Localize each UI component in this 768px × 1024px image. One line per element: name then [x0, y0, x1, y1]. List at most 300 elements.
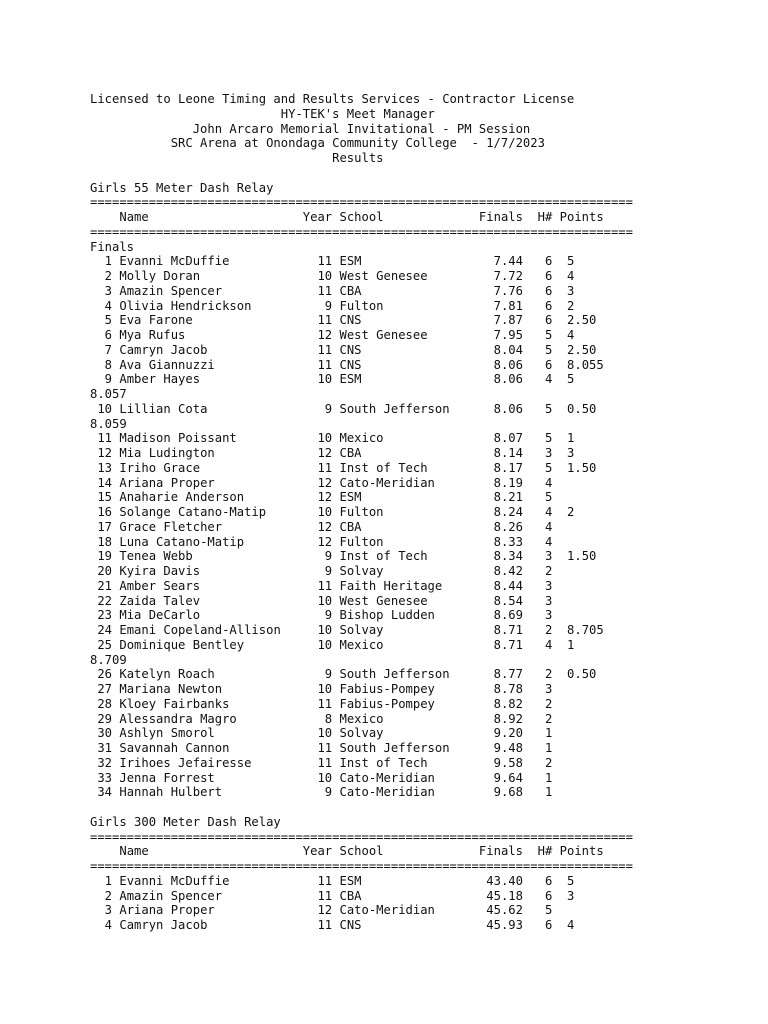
heat-number: 3	[544, 608, 553, 623]
col-points-header: Points	[559, 844, 604, 859]
col-name-header: Name	[119, 210, 303, 224]
spacer	[464, 623, 471, 637]
spacer	[332, 328, 339, 342]
school-name: Cato-Meridian	[339, 785, 465, 800]
school-name: CBA	[339, 888, 465, 903]
athlete-name: Alessandra Magro	[119, 711, 303, 726]
spacer	[523, 402, 545, 416]
school-name: Fulton	[339, 298, 465, 313]
spacer	[552, 284, 567, 298]
finals-time: 8.21	[471, 490, 523, 505]
spacer	[332, 756, 339, 770]
athlete-year: 9	[302, 785, 333, 800]
place: 11	[90, 431, 113, 446]
finals-time: 9.58	[471, 755, 523, 770]
athlete-name: Irihoes Jefairesse	[119, 755, 303, 770]
athlete-name: Katelyn Roach	[119, 667, 303, 682]
athlete-year: 10	[302, 269, 333, 283]
place: 20	[90, 564, 113, 578]
spacer	[523, 638, 545, 652]
school-name: CNS	[339, 918, 465, 932]
section-label: Finals	[90, 239, 135, 254]
spacer	[464, 785, 471, 799]
spacer	[332, 712, 339, 726]
school-name: West Genesee	[339, 269, 465, 283]
spacer	[332, 402, 339, 416]
athlete-year: 11	[302, 357, 333, 372]
spacer	[523, 446, 545, 460]
place: 25	[90, 637, 113, 652]
spacer	[523, 269, 545, 283]
athlete-year: 11	[302, 918, 333, 932]
spacer	[464, 461, 471, 475]
finals-time: 8.14	[471, 446, 523, 460]
result-row	[90, 254, 633, 269]
finals-time: 43.40	[471, 873, 523, 888]
spacer	[332, 771, 339, 785]
athlete-year: 10	[302, 770, 333, 785]
spacer	[332, 785, 339, 799]
spacer	[332, 594, 339, 608]
finals-time: 9.20	[471, 726, 523, 741]
athlete-name: Kyira Davis	[119, 564, 303, 578]
athlete-name: Olivia Hendrickson	[119, 298, 303, 313]
spacer	[464, 549, 471, 563]
result-row	[90, 726, 633, 741]
spacer	[523, 903, 545, 917]
tiebreak-time: 8.059	[90, 416, 127, 431]
heat-number: 2	[544, 755, 553, 770]
athlete-name: Eva Farone	[119, 313, 303, 328]
school-name: Solvay	[339, 623, 465, 637]
school-name: Solvay	[339, 726, 465, 741]
points: 5	[567, 254, 575, 269]
spacer	[332, 667, 339, 681]
finals-time: 8.33	[471, 534, 523, 549]
result-row	[90, 756, 633, 771]
result-row	[90, 476, 633, 491]
meet-title: John Arcaro Memorial Invitational - PM Session	[90, 121, 531, 136]
heat-number: 3	[544, 593, 553, 608]
spacer	[464, 372, 471, 386]
spacer	[332, 343, 339, 357]
spacer	[552, 446, 567, 460]
place: 24	[90, 623, 113, 637]
athlete-year: 9	[302, 667, 333, 682]
spacer	[332, 903, 339, 917]
place: 1	[90, 873, 113, 888]
heat-number: 5	[544, 460, 553, 475]
school-name: Fabius-Pompey	[339, 682, 465, 696]
heat-number: 6	[544, 873, 553, 888]
school-name: West Genesee	[339, 328, 465, 342]
athlete-year: 8	[302, 711, 333, 726]
spacer	[332, 358, 339, 372]
school-name: Bishop Ludden	[339, 608, 465, 623]
athlete-year: 11	[302, 888, 333, 903]
result-row	[90, 372, 633, 387]
finals-time: 8.54	[471, 593, 523, 608]
spacer	[332, 461, 339, 475]
spacer	[464, 903, 471, 917]
spacer	[552, 844, 559, 858]
place: 12	[90, 446, 113, 460]
spacer	[332, 741, 339, 755]
spacer	[523, 328, 545, 342]
spacer	[332, 608, 339, 622]
school-name: Fulton	[339, 505, 465, 519]
spacer	[552, 313, 567, 327]
spacer	[464, 741, 471, 755]
athlete-year: 11	[302, 741, 333, 755]
athlete-year: 11	[302, 313, 333, 328]
result-row	[90, 771, 633, 786]
spacer	[332, 549, 339, 563]
spacer	[523, 682, 545, 696]
heat-number: 4	[544, 519, 553, 534]
place: 28	[90, 696, 113, 711]
finals-time: 9.48	[471, 741, 523, 755]
spacer	[332, 697, 339, 711]
athlete-name: Ashlyn Smorol	[119, 726, 303, 741]
finals-time: 7.76	[471, 283, 523, 298]
athlete-name: Evanni McDuffie	[119, 873, 303, 888]
place: 5	[90, 313, 113, 328]
points: 4	[567, 328, 575, 342]
finals-time: 8.24	[471, 505, 523, 519]
athlete-name: Madison Poissant	[119, 431, 303, 446]
spacer	[332, 535, 339, 549]
separator-rule: ==========================================================================	[90, 829, 633, 844]
school-name: Mexico	[339, 431, 465, 446]
finals-time: 8.69	[471, 608, 523, 623]
result-row	[90, 579, 633, 594]
heat-number: 1	[544, 741, 553, 755]
points: 4	[567, 269, 575, 283]
place: 7	[90, 342, 113, 357]
finals-time: 9.64	[471, 770, 523, 785]
school-name: ESM	[339, 490, 465, 505]
software-line: HY-TEK's Meet Manager	[90, 106, 435, 121]
school-name: Mexico	[339, 711, 465, 726]
athlete-year: 11	[302, 696, 333, 711]
result-row	[90, 697, 633, 712]
spacer	[552, 402, 567, 416]
result-row	[90, 461, 633, 476]
spacer	[464, 520, 471, 534]
results-sheet	[90, 92, 633, 948]
spacer	[464, 844, 471, 858]
heat-number: 5	[544, 328, 553, 342]
heat-number: 4	[544, 372, 553, 387]
heat-number: 2	[544, 667, 553, 682]
spacer	[523, 343, 545, 357]
athlete-name: Mia DeCarlo	[119, 608, 303, 623]
blank-line	[90, 800, 633, 815]
athlete-year: 12	[302, 446, 333, 460]
spacer	[523, 608, 545, 622]
spacer	[464, 490, 471, 504]
spacer	[552, 328, 567, 342]
points: 3	[567, 888, 575, 903]
athlete-name: Kloey Fairbanks	[119, 696, 303, 711]
place: 23	[90, 608, 113, 623]
spacer	[332, 726, 339, 740]
place: 4	[90, 298, 113, 313]
spacer	[552, 372, 567, 386]
finals-time: 8.26	[471, 519, 523, 534]
spacer	[523, 549, 545, 563]
spacer	[464, 771, 471, 785]
finals-time: 8.42	[471, 564, 523, 578]
athlete-name: Jenna Forrest	[119, 770, 303, 785]
spacer	[523, 741, 545, 755]
spacer	[332, 313, 339, 327]
school-name: CBA	[339, 446, 465, 460]
athlete-name: Iriho Grace	[119, 460, 303, 475]
spacer	[464, 431, 471, 445]
heat-number: 6	[544, 269, 553, 283]
spacer	[523, 918, 545, 932]
athlete-name: Amazin Spencer	[119, 283, 303, 298]
place: 13	[90, 460, 113, 475]
spacer	[332, 372, 339, 386]
spacer	[332, 269, 339, 283]
spacer	[552, 623, 567, 637]
athlete-year: 9	[302, 549, 333, 564]
result-row	[90, 343, 633, 358]
spacer	[332, 505, 339, 519]
spacer	[523, 726, 545, 740]
athlete-year: 11	[302, 342, 333, 357]
heat-number: 3	[544, 549, 553, 564]
col-year-header: Year	[302, 844, 333, 859]
result-row	[90, 623, 633, 638]
heat-number: 6	[544, 254, 553, 269]
spacer	[332, 446, 339, 460]
spacer	[332, 490, 339, 504]
result-row	[90, 446, 633, 461]
athlete-name: Zaida Talev	[119, 593, 303, 608]
heat-number: 2	[544, 696, 553, 711]
col-school-header: School	[339, 210, 465, 224]
school-name: West Genesee	[339, 593, 465, 608]
school-name: South Jefferson	[339, 741, 465, 755]
spacer	[464, 579, 471, 593]
heat-number: 6	[544, 888, 553, 903]
school-name: South Jefferson	[339, 401, 465, 416]
finals-time: 8.77	[471, 667, 523, 682]
col-school-header: School	[339, 844, 465, 859]
finals-time: 8.19	[471, 475, 523, 490]
place: 22	[90, 593, 113, 608]
result-row	[90, 741, 633, 756]
heat-number: 4	[544, 475, 553, 490]
heat-number: 1	[544, 726, 553, 741]
school-name: CNS	[339, 313, 465, 328]
athlete-name: Dominique Bentley	[119, 637, 303, 652]
points: 1	[567, 637, 575, 652]
place: 30	[90, 726, 113, 741]
points: 3	[567, 446, 575, 460]
spacer	[523, 756, 545, 770]
heat-number: 4	[544, 505, 553, 519]
result-row	[90, 712, 633, 727]
result-row	[90, 564, 633, 579]
points: 0.50	[567, 667, 597, 682]
event-title: Girls 55 Meter Dash Relay	[90, 180, 274, 195]
athlete-name: Lillian Cota	[119, 401, 303, 416]
spacer	[552, 210, 559, 224]
spacer	[332, 476, 339, 490]
athlete-name: Camryn Jacob	[119, 342, 303, 357]
spacer	[552, 874, 567, 888]
athlete-year: 9	[302, 564, 333, 578]
column-header-row	[90, 210, 633, 225]
spacer	[523, 889, 545, 903]
athlete-name: Anaharie Anderson	[119, 490, 303, 505]
finals-time: 8.78	[471, 682, 523, 696]
athlete-year: 12	[302, 475, 333, 490]
athlete-year: 10	[302, 593, 333, 608]
school-name: Fabius-Pompey	[339, 696, 465, 711]
heat-number: 6	[544, 313, 553, 328]
heat-number: 1	[544, 785, 553, 800]
spacer	[332, 210, 339, 224]
finals-time: 8.06	[471, 401, 523, 416]
points: 1.50	[567, 460, 597, 475]
spacer	[523, 874, 545, 888]
athlete-year: 10	[302, 682, 333, 696]
spacer	[464, 402, 471, 416]
athlete-year: 10	[302, 505, 333, 519]
heat-number: 4	[544, 534, 553, 549]
spacer	[552, 299, 567, 313]
column-header-row	[90, 844, 633, 859]
spacer	[523, 667, 545, 681]
school-name: Cato-Meridian	[339, 903, 465, 918]
athlete-year: 9	[302, 401, 333, 416]
spacer	[464, 299, 471, 313]
school-name: Fulton	[339, 534, 465, 549]
place: 14	[90, 475, 113, 490]
result-row	[90, 313, 633, 328]
heat-number: 6	[544, 357, 553, 372]
spacer	[523, 505, 545, 519]
heat-number: 6	[544, 298, 553, 313]
finals-time: 45.93	[471, 918, 523, 932]
spacer	[552, 918, 567, 932]
spacer	[523, 520, 545, 534]
heat-number: 3	[544, 682, 553, 696]
spacer	[523, 284, 545, 298]
athlete-year: 10	[302, 637, 333, 652]
spacer	[332, 564, 339, 578]
athlete-name: Solange Catano-Matip	[119, 505, 303, 519]
place: 4	[90, 918, 113, 932]
heat-number: 1	[544, 770, 553, 785]
place: 3	[90, 283, 113, 298]
result-row	[90, 520, 633, 535]
col-name-header: Name	[119, 844, 303, 859]
spacer	[332, 874, 339, 888]
athlete-year: 11	[302, 578, 333, 593]
spacer	[332, 623, 339, 637]
athlete-name: Hannah Hulbert	[119, 785, 303, 800]
spacer	[332, 579, 339, 593]
heat-number: 3	[544, 578, 553, 593]
spacer	[332, 638, 339, 652]
spacer	[552, 889, 567, 903]
spacer	[523, 579, 545, 593]
place: 33	[90, 770, 113, 785]
athlete-year: 12	[302, 519, 333, 534]
finals-time: 7.87	[471, 313, 523, 328]
heat-number: 5	[544, 401, 553, 416]
athlete-name: Mariana Newton	[119, 682, 303, 696]
athlete-year: 11	[302, 460, 333, 475]
points: 2	[567, 505, 575, 519]
place: 16	[90, 505, 113, 519]
school-name: Inst of Tech	[339, 549, 465, 564]
tiebreak-time: 8.709	[90, 652, 127, 667]
result-row	[90, 490, 633, 505]
athlete-name: Savannah Cannon	[119, 741, 303, 755]
athlete-name: Amber Hayes	[119, 372, 303, 387]
finals-time: 8.71	[471, 623, 523, 637]
separator-rule: ==========================================================================	[90, 224, 633, 239]
blank-line	[90, 933, 633, 948]
venue-date-line: SRC Arena at Onondaga Community College - 1/7/2023	[90, 136, 545, 151]
place: 31	[90, 741, 113, 755]
finals-time: 8.82	[471, 696, 523, 711]
result-row	[90, 431, 633, 446]
spacer	[332, 299, 339, 313]
points: 2.50	[567, 342, 597, 357]
result-row	[90, 549, 633, 564]
spacer	[90, 844, 119, 858]
result-row	[90, 918, 633, 933]
school-name: CNS	[339, 342, 465, 357]
spacer	[552, 431, 567, 445]
result-row	[90, 874, 633, 889]
place: 10	[90, 401, 113, 416]
points: 5	[567, 372, 575, 387]
points: 2.50	[567, 313, 597, 328]
school-name: CNS	[339, 357, 465, 372]
finals-time: 8.07	[471, 431, 523, 446]
school-name: South Jefferson	[339, 667, 465, 682]
spacer	[464, 564, 471, 578]
points: 8.705	[567, 623, 604, 637]
spacer	[332, 844, 339, 858]
athlete-year: 12	[302, 534, 333, 549]
athlete-year: 11	[302, 283, 333, 298]
points: 3	[567, 283, 575, 298]
spacer	[523, 712, 545, 726]
points: 0.50	[567, 401, 597, 416]
school-name: CBA	[339, 283, 465, 298]
athlete-name: Tenea Webb	[119, 549, 303, 564]
blank-line	[90, 166, 633, 181]
place: 15	[90, 490, 113, 505]
athlete-year: 10	[302, 372, 333, 387]
spacer	[464, 535, 471, 549]
spacer	[552, 358, 567, 372]
athlete-year: 12	[302, 903, 333, 918]
school-name: Solvay	[339, 564, 465, 578]
spacer	[552, 549, 567, 563]
